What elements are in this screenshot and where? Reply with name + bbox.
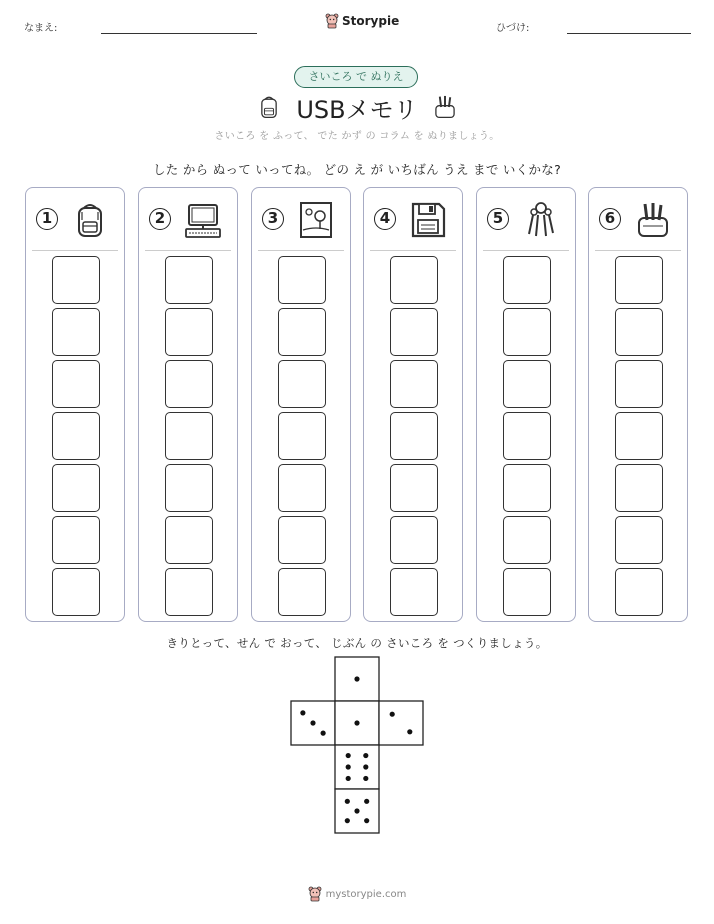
die-pip xyxy=(346,764,351,769)
die-net xyxy=(290,656,426,836)
paint-cell[interactable] xyxy=(615,360,663,408)
die-face-2 xyxy=(379,701,423,745)
paint-cell[interactable] xyxy=(52,568,100,616)
column-2 xyxy=(138,187,238,622)
paint-cell[interactable] xyxy=(52,360,100,408)
paint-cell[interactable] xyxy=(52,256,100,304)
die-pip xyxy=(310,720,315,725)
paint-cell[interactable] xyxy=(278,568,326,616)
die-pip xyxy=(364,799,369,804)
footer-site: mystorypie.com xyxy=(325,888,407,900)
paint-cell[interactable] xyxy=(278,516,326,564)
paint-cell[interactable] xyxy=(503,464,551,512)
name-label: なまえ: xyxy=(24,23,58,34)
die-pip xyxy=(354,676,359,681)
paint-cell[interactable] xyxy=(52,464,100,512)
column-number: 2 xyxy=(149,208,171,230)
column-number: 6 xyxy=(599,208,621,230)
name-line xyxy=(101,33,257,34)
column-number: 4 xyxy=(374,208,396,230)
die-face-6 xyxy=(335,745,379,789)
backpack-icon xyxy=(256,93,282,121)
paint-cell[interactable] xyxy=(165,256,213,304)
paint-cell[interactable] xyxy=(503,360,551,408)
paint-cell[interactable] xyxy=(278,308,326,356)
paint-cell[interactable] xyxy=(615,464,663,512)
floppy-disk-icon xyxy=(408,200,448,240)
paint-cell[interactable] xyxy=(503,256,551,304)
backpack-icon xyxy=(70,200,110,240)
pencil-case-icon xyxy=(432,93,458,121)
die-pip xyxy=(346,776,351,781)
column-5 xyxy=(476,187,576,622)
page-title: USBメモリ xyxy=(296,95,418,124)
die-pip xyxy=(300,710,305,715)
pencil-case-icon xyxy=(633,200,673,240)
paint-cell[interactable] xyxy=(165,308,213,356)
paint-cell[interactable] xyxy=(278,464,326,512)
storypie-mascot-icon xyxy=(325,13,339,29)
title-row xyxy=(0,91,714,123)
paint-cell[interactable] xyxy=(615,568,663,616)
paint-cell[interactable] xyxy=(503,516,551,564)
paint-cell[interactable] xyxy=(52,516,100,564)
cut-instruction: きりとって、せん で おって、 じぶん の さいころ を つくりましょう。 xyxy=(166,636,548,650)
date-line xyxy=(567,33,691,34)
paint-cell[interactable] xyxy=(165,360,213,408)
paint-cell[interactable] xyxy=(165,516,213,564)
paint-cell[interactable] xyxy=(390,360,438,408)
instruction: した から ぬって いってね。 どの え が いちばん うえ まで いくかな? xyxy=(152,162,562,177)
paint-cell[interactable] xyxy=(52,308,100,356)
paint-cell[interactable] xyxy=(390,308,438,356)
paint-cell[interactable] xyxy=(615,256,663,304)
paint-cell[interactable] xyxy=(615,412,663,460)
keys-icon xyxy=(521,200,561,240)
die-pip xyxy=(321,731,326,736)
paint-cell[interactable] xyxy=(165,464,213,512)
column-6 xyxy=(588,187,688,622)
date-label: ひづけ: xyxy=(496,23,530,34)
die-pip xyxy=(346,753,351,758)
die-pip xyxy=(407,729,412,734)
die-pip xyxy=(345,818,350,823)
paint-cell[interactable] xyxy=(503,308,551,356)
footer xyxy=(0,886,714,902)
die-pip xyxy=(363,776,368,781)
logo xyxy=(325,13,399,29)
die-pip xyxy=(345,799,350,804)
paint-cell[interactable] xyxy=(165,412,213,460)
column-1 xyxy=(25,187,125,622)
paint-cell[interactable] xyxy=(165,568,213,616)
paint-cell[interactable] xyxy=(615,516,663,564)
paint-cell[interactable] xyxy=(390,256,438,304)
activity-badge: さいころ で ぬりえ xyxy=(294,66,418,88)
storypie-mascot-icon xyxy=(308,886,322,902)
paint-cell[interactable] xyxy=(390,568,438,616)
paint-cell[interactable] xyxy=(390,464,438,512)
die-pip xyxy=(364,818,369,823)
paint-cell[interactable] xyxy=(615,308,663,356)
die-pip xyxy=(363,764,368,769)
paint-cell[interactable] xyxy=(390,412,438,460)
paint-cell[interactable] xyxy=(503,412,551,460)
column-4 xyxy=(363,187,463,622)
column-number: 3 xyxy=(262,208,284,230)
die-pip xyxy=(354,808,359,813)
landscape-picture-icon xyxy=(296,200,336,240)
column-3 xyxy=(251,187,351,622)
paint-cell[interactable] xyxy=(278,412,326,460)
computer-icon xyxy=(183,200,223,240)
paint-cell[interactable] xyxy=(390,516,438,564)
paint-cell[interactable] xyxy=(278,360,326,408)
die-pip xyxy=(390,712,395,717)
die-pip xyxy=(363,753,368,758)
subtitle: さいころ を ふって、 でた かず の コラム を ぬりましょう。 xyxy=(214,131,500,142)
paint-cell[interactable] xyxy=(278,256,326,304)
column-number: 5 xyxy=(487,208,509,230)
logo-text: Storypie xyxy=(342,14,400,28)
paint-cell[interactable] xyxy=(52,412,100,460)
die-pip xyxy=(354,720,359,725)
column-number: 1 xyxy=(36,208,58,230)
paint-cell[interactable] xyxy=(503,568,551,616)
